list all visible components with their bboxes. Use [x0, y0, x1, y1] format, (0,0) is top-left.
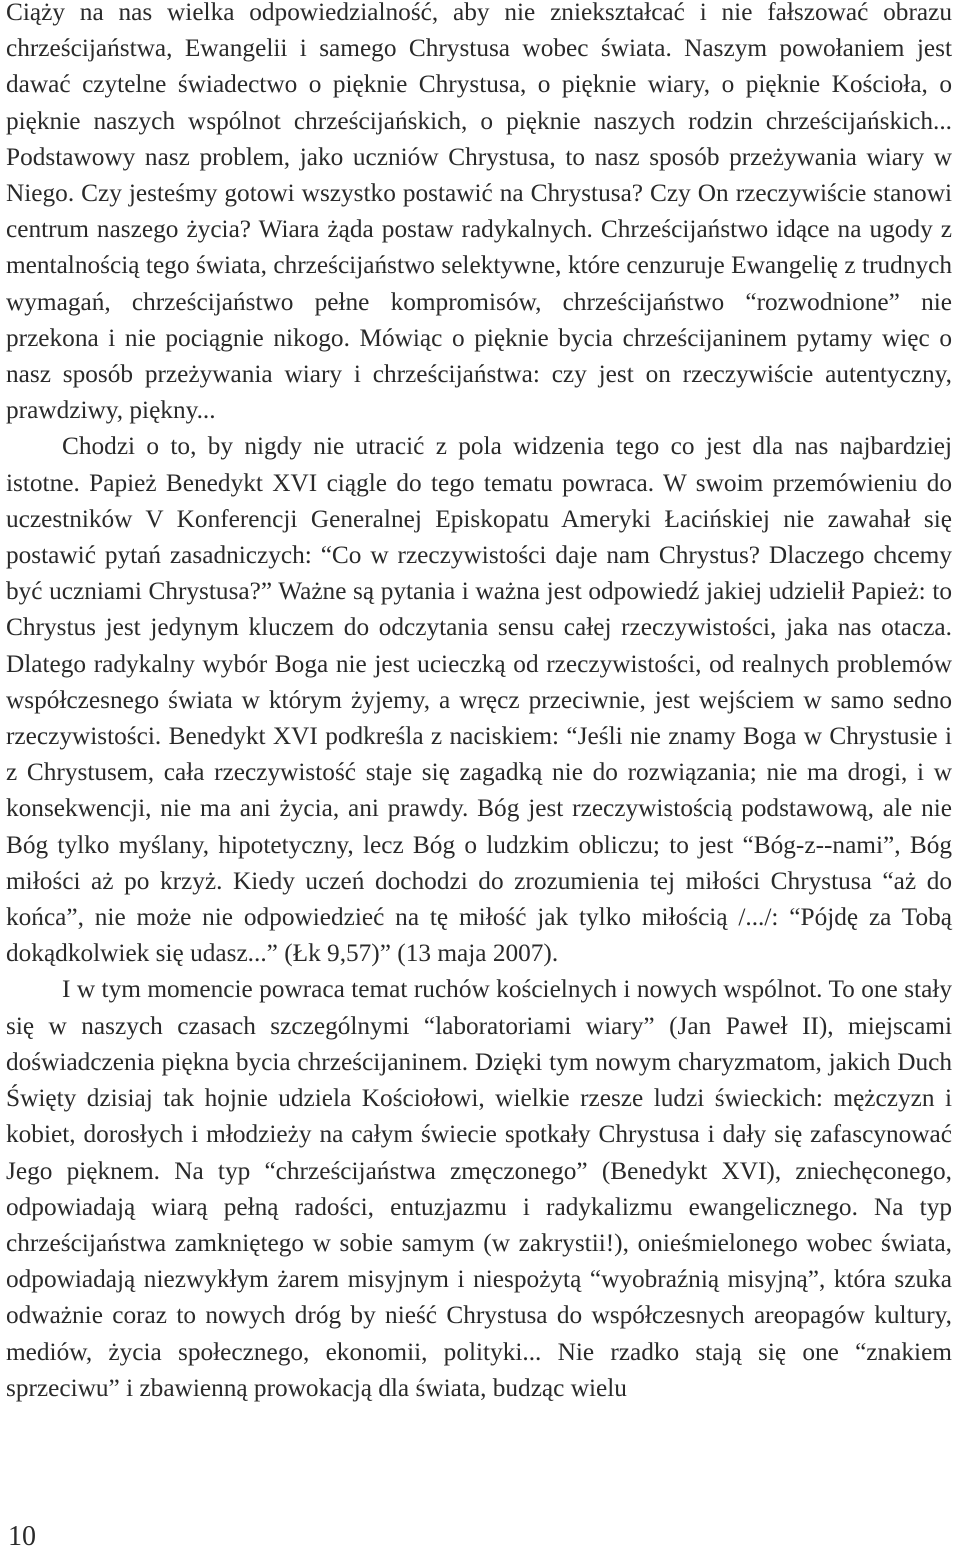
- page-number: 10: [8, 1521, 36, 1552]
- paragraph-1: Ciąży na nas wielka odpowiedzialność, aby nie zniekształcać i nie fałszować obrazu chrześcijaństwa, Ewangelii i samego Chrystusa wobec świata. Naszym powołaniem jest dawać czytelne świadectwo o pięknie Chrystusa, o pięknie wiary, o pięknie Kościoła, o pięknie naszych wspólnot chrześcijańskich, o pięknie naszych rodzin chrześcijańskich... Podstawowy nasz problem, jako uczniów Chrystusa, to nasz sposób przeżywania wiary w Niego. Czy jesteśmy gotowi wszystko postawić na Chrystusa? Czy On rzeczywiście stanowi centrum naszego życia? Wiara żąda postaw radykalnych. Chrześcijaństwo idące na ugody z mentalnością tego świata, chrześcijaństwo selektywne, które cenzuruje Ewangelię z trudnych wymagań, chrześcijaństwo pełne kompromisów, chrześcijaństwo “rozwodnione” nie przekona i nie pociągnie nikogo. Mówiąc o pięknie bycia chrześcijaninem pytamy więc o nasz sposób przeżywania wiary i chrześcijaństwa: czy jest on rzeczywiście autentyczny, prawdziwy, piękny...: [6, 0, 952, 425]
- body-text: [6, 0, 952, 1406]
- paragraph-2: Chodzi o to, by nigdy nie utracić z pola widzenia tego co jest dla nas najbardziej istotne. Papież Benedykt XVI ciągle do tego tematu powraca. W swoim przemówieniu do uczestników V Konferencji Generalnej Episkopatu Ameryki Łacińskiej nie zawahał się postawić pytań zasadniczych: “Co w rzeczywistości daje nam Chrystus? Dlaczego chcemy być uczniami Chrystusa?” Ważne są pytania i ważna jest odpowiedź jakiej udzielił Papież: to Chrystus jest jedynym kluczem do odczytania sensu całej rzeczywistości, jaka nas otacza. Dlatego radykalny wybór Boga nie jest ucieczką od rzeczywistości, od realnych problemów współczesnego świata w którym żyjemy, a wręcz przeciwnie, jest wejściem w samo sedno rzeczywistości. Benedykt XVI podkreśla z naciskiem: “Jeśli nie znamy Boga w Chrystusie i z Chrystusem, cała rzeczywistość staje się zagadką nie do rozwiązania; nie ma drogi, i w konsekwencji, nie ma ani życia, ani prawdy. Bóg jest rzeczywistością podstawową, ale nie Bóg tylko myślany, hipotetyczny, lecz Bóg o ludzkim obliczu; to jest “Bóg-z--nami”, Bóg miłości aż po krzyż. Kiedy uczeń dochodzi do zrozumienia tej miłości Chrystusa “aż do końca”, nie może nie odpowiedzieć na tę miłość jak tylko miłością /.../: “Pójdę za Tobą dokądkolwiek się udasz...” (Łk 9,57)” (13 maja 2007).: [6, 432, 952, 968]
- document-page: [6, 0, 952, 1406]
- paragraph-3: I w tym momencie powraca temat ruchów kościelnych i nowych wspólnot. To one stały się w naszych czasach szczególnymi “laboratoriami wiary” (Jan Paweł II), miejscami doświadczenia piękna bycia chrześcijaninem. Dzięki tym nowym charyzmatom, jakich Duch Święty dzisiaj tak hojnie udziela Kościołowi, wielkie rzesze ludzi świeckich: mężczyzn i kobiet, dorosłych i młodzieży na całym świecie spotkały Chrystusa i dały się zafascynować Jego pięknem. Na typ “chrześcijaństwa zmęczonego” (Benedykt XVI), zniechęconego, odpowiadają wiarą pełną radości, entuzjazmu i radykalizmu ewangelicznego. Na typ chrześcijaństwa zamkniętego w sobie samym (w zakrystii!), onieśmielonego wobec świata, odpowiadają niezwykłym żarem misyjnym i niespożytą “wyobraźnią misyjną”, która szuka odważnie coraz to nowych dróg by nieść Chrystusa do współczesnych areopagów kultury, mediów, życia społecznego, ekonomii, polityki... Nie rzadko stają się one “znakiem sprzeciwu” i zbawienną prowokacją dla świata, budząc wielu: [6, 975, 952, 1402]
